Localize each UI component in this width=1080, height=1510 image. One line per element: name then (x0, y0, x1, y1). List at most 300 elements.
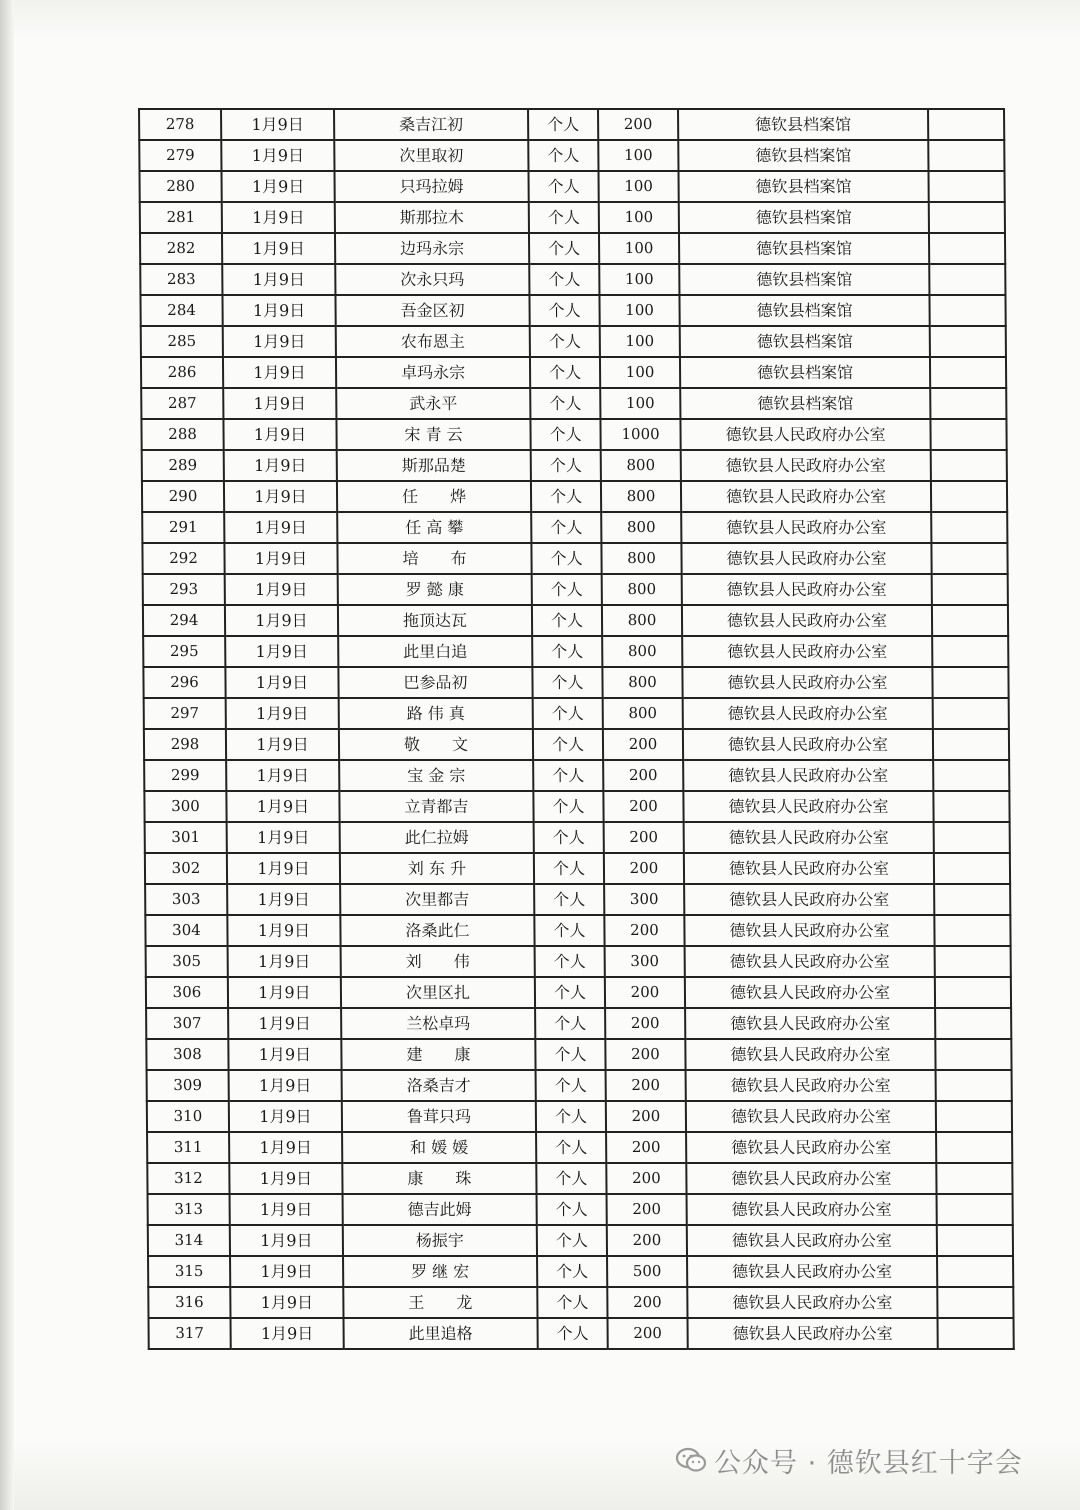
remark-cell (934, 822, 1010, 853)
date-cell: 1月9日 (227, 853, 340, 884)
donor-name-cell: 立青都吉 (339, 791, 533, 822)
row-number-cell: 286 (141, 357, 223, 388)
donor-name-cell: 此里追格 (344, 1318, 538, 1349)
table-row (146, 1039, 1011, 1070)
donor-type-cell: 个人 (532, 636, 602, 667)
organization-cell: 德钦县人民政府办公室 (683, 791, 933, 822)
amount-cell: 100 (599, 233, 679, 264)
organization-cell: 德钦县人民政府办公室 (685, 1008, 935, 1039)
row-number-cell: 295 (143, 636, 225, 667)
table-row (145, 884, 1010, 915)
table-row (141, 419, 1006, 450)
date-cell: 1月9日 (225, 636, 338, 667)
table-row (142, 481, 1007, 512)
amount-cell: 800 (602, 667, 682, 698)
organization-cell: 德钦县人民政府办公室 (683, 698, 933, 729)
donor-name-cell: 吾金区初 (335, 295, 529, 326)
donor-type-cell: 个人 (536, 1070, 606, 1101)
remark-cell (928, 140, 1004, 171)
remark-cell (936, 1070, 1012, 1101)
date-cell: 1月9日 (223, 419, 336, 450)
amount-cell: 200 (606, 1070, 686, 1101)
date-cell: 1月9日 (230, 1287, 343, 1318)
donor-type-cell: 个人 (529, 233, 599, 264)
remark-cell (930, 326, 1006, 357)
date-cell: 1月9日 (230, 1225, 343, 1256)
remark-cell (933, 729, 1009, 760)
remark-cell (936, 1101, 1012, 1132)
amount-cell: 800 (601, 450, 681, 481)
organization-cell: 德钦县档案馆 (679, 233, 929, 264)
donor-name-cell: 康 珠 (342, 1163, 536, 1194)
organization-cell: 德钦县人民政府办公室 (682, 636, 932, 667)
table-row (141, 357, 1006, 388)
table-row (144, 698, 1009, 729)
donor-type-cell: 个人 (535, 1039, 605, 1070)
watermark-text: 公众号 · 德钦县红十字会 (714, 1447, 1023, 1479)
row-number-cell: 303 (145, 884, 227, 915)
amount-cell: 200 (607, 1225, 687, 1256)
remark-cell (935, 946, 1011, 977)
row-number-cell: 309 (147, 1070, 229, 1101)
amount-cell: 800 (601, 543, 681, 574)
donor-name-cell: 刘 东 升 (340, 853, 534, 884)
remark-cell (929, 264, 1005, 295)
table-row (144, 791, 1009, 822)
donor-type-cell: 个人 (528, 109, 598, 140)
donor-name-cell: 次里取初 (334, 140, 528, 171)
date-cell: 1月9日 (228, 977, 341, 1008)
row-number-cell: 288 (141, 419, 223, 450)
organization-cell: 德钦县人民政府办公室 (686, 1070, 936, 1101)
table-row (148, 1194, 1013, 1225)
row-number-cell: 291 (142, 512, 224, 543)
wechat-icon (676, 1447, 706, 1473)
donor-name-cell: 刘 伟 (341, 946, 535, 977)
remark-cell (930, 357, 1006, 388)
amount-cell: 200 (606, 1132, 686, 1163)
amount-cell: 200 (604, 822, 684, 853)
donor-name-cell: 拖顶达瓦 (338, 605, 532, 636)
donor-type-cell: 个人 (534, 822, 604, 853)
remark-cell (933, 760, 1009, 791)
organization-cell: 德钦县档案馆 (678, 109, 928, 140)
remark-cell (938, 1318, 1014, 1349)
donor-name-cell: 任 烨 (337, 481, 531, 512)
amount-cell: 800 (601, 481, 681, 512)
date-cell: 1月9日 (225, 667, 338, 698)
remark-cell (934, 915, 1010, 946)
table-row (139, 109, 1004, 140)
table-row (144, 760, 1009, 791)
date-cell: 1月9日 (224, 481, 337, 512)
row-number-cell: 298 (144, 729, 226, 760)
donor-type-cell: 个人 (528, 171, 598, 202)
organization-cell: 德钦县人民政府办公室 (687, 1194, 937, 1225)
row-number-cell: 314 (148, 1225, 230, 1256)
donor-name-cell: 巴参品初 (338, 667, 532, 698)
remark-cell (935, 977, 1011, 1008)
donor-name-cell: 边玛永宗 (335, 233, 529, 264)
donor-name-cell: 王 龙 (343, 1287, 537, 1318)
amount-cell: 200 (603, 760, 683, 791)
donor-type-cell: 个人 (528, 140, 598, 171)
date-cell: 1月9日 (223, 326, 336, 357)
organization-cell: 德钦县人民政府办公室 (680, 419, 930, 450)
date-cell: 1月9日 (230, 1256, 343, 1287)
organization-cell: 德钦县人民政府办公室 (683, 729, 933, 760)
remark-cell (933, 698, 1009, 729)
remark-cell (935, 1008, 1011, 1039)
donor-type-cell: 个人 (534, 884, 604, 915)
amount-cell: 1000 (600, 419, 680, 450)
organization-cell: 德钦县档案馆 (680, 388, 930, 419)
amount-cell: 200 (607, 1287, 687, 1318)
row-number-cell: 315 (148, 1256, 230, 1287)
organization-cell: 德钦县人民政府办公室 (681, 481, 931, 512)
donor-name-cell: 兰松卓玛 (341, 1008, 535, 1039)
organization-cell: 德钦县人民政府办公室 (686, 1101, 936, 1132)
amount-cell: 200 (608, 1318, 688, 1349)
donor-name-cell: 洛桑吉才 (342, 1070, 536, 1101)
donor-name-cell: 宝 金 宗 (339, 760, 533, 791)
amount-cell: 200 (606, 1101, 686, 1132)
organization-cell: 德钦县人民政府办公室 (684, 915, 934, 946)
donor-type-cell: 个人 (537, 1194, 607, 1225)
row-number-cell: 279 (139, 140, 221, 171)
amount-cell: 100 (598, 140, 678, 171)
amount-cell: 200 (604, 853, 684, 884)
organization-cell: 德钦县人民政府办公室 (684, 853, 934, 884)
donor-name-cell: 斯那品楚 (337, 450, 531, 481)
date-cell: 1月9日 (226, 791, 339, 822)
organization-cell: 德钦县人民政府办公室 (684, 884, 934, 915)
remark-cell (934, 853, 1010, 884)
table-row (143, 667, 1008, 698)
table-row (147, 1070, 1012, 1101)
donor-name-cell: 宋 青 云 (336, 419, 530, 450)
donor-type-cell: 个人 (537, 1225, 607, 1256)
row-number-cell: 312 (147, 1163, 229, 1194)
remark-cell (936, 1163, 1012, 1194)
row-number-cell: 294 (143, 605, 225, 636)
donor-type-cell: 个人 (536, 1101, 606, 1132)
donor-name-cell: 卓玛永宗 (336, 357, 530, 388)
donor-type-cell: 个人 (529, 295, 599, 326)
row-number-cell: 285 (141, 326, 223, 357)
donor-type-cell: 个人 (535, 977, 605, 1008)
date-cell: 1月9日 (223, 357, 336, 388)
row-number-cell: 311 (147, 1132, 229, 1163)
amount-cell: 100 (599, 264, 679, 295)
donor-name-cell: 建 康 (341, 1039, 535, 1070)
donation-table (138, 108, 1015, 1350)
donor-name-cell: 只玛拉姆 (334, 171, 528, 202)
row-number-cell: 300 (144, 791, 226, 822)
row-number-cell: 283 (140, 264, 222, 295)
organization-cell: 德钦县人民政府办公室 (687, 1287, 937, 1318)
table-row (148, 1225, 1013, 1256)
date-cell: 1月9日 (229, 1163, 342, 1194)
donor-name-cell: 鲁茸只玛 (342, 1101, 536, 1132)
date-cell: 1月9日 (229, 1070, 342, 1101)
donor-type-cell: 个人 (532, 574, 602, 605)
organization-cell: 德钦县档案馆 (680, 357, 930, 388)
row-number-cell: 284 (140, 295, 222, 326)
donor-type-cell: 个人 (536, 1132, 606, 1163)
organization-cell: 德钦县人民政府办公室 (687, 1256, 937, 1287)
remark-cell (931, 450, 1007, 481)
donor-name-cell: 和 媛 媛 (342, 1132, 536, 1163)
table-row (147, 1101, 1012, 1132)
amount-cell: 100 (600, 388, 680, 419)
donor-type-cell: 个人 (535, 1008, 605, 1039)
remark-cell (935, 1039, 1011, 1070)
row-number-cell: 289 (142, 450, 224, 481)
remark-cell (933, 791, 1009, 822)
remark-cell (930, 388, 1006, 419)
amount-cell: 100 (599, 202, 679, 233)
amount-cell: 200 (603, 791, 683, 822)
row-number-cell: 305 (146, 946, 228, 977)
donor-type-cell: 个人 (532, 667, 602, 698)
donor-name-cell: 农布恩主 (336, 326, 530, 357)
date-cell: 1月9日 (221, 140, 334, 171)
remark-cell (930, 419, 1006, 450)
date-cell: 1月9日 (231, 1318, 344, 1349)
donor-name-cell: 桑吉江初 (334, 109, 528, 140)
organization-cell: 德钦县人民政府办公室 (682, 574, 932, 605)
donor-type-cell: 个人 (530, 419, 600, 450)
donor-type-cell: 个人 (534, 853, 604, 884)
donor-name-cell: 路 伟 真 (339, 698, 533, 729)
table-row (140, 202, 1005, 233)
row-number-cell: 296 (143, 667, 225, 698)
date-cell: 1月9日 (226, 760, 339, 791)
table-row (142, 450, 1007, 481)
remark-cell (937, 1225, 1013, 1256)
amount-cell: 200 (598, 109, 678, 140)
donor-name-cell: 洛桑此仁 (340, 915, 534, 946)
table-row (147, 1132, 1012, 1163)
donor-type-cell: 个人 (537, 1256, 607, 1287)
date-cell: 1月9日 (226, 729, 339, 760)
row-number-cell: 301 (145, 822, 227, 853)
organization-cell: 德钦县人民政府办公室 (681, 543, 931, 574)
table-row (141, 388, 1006, 419)
donor-type-cell: 个人 (529, 202, 599, 233)
amount-cell: 100 (599, 295, 679, 326)
table-row (142, 512, 1007, 543)
remark-cell (932, 605, 1008, 636)
table-row (142, 543, 1007, 574)
donor-type-cell: 个人 (532, 605, 602, 636)
row-number-cell: 313 (148, 1194, 230, 1225)
date-cell: 1月9日 (221, 109, 334, 140)
table-row (141, 326, 1006, 357)
donor-type-cell: 个人 (535, 946, 605, 977)
amount-cell: 200 (605, 977, 685, 1008)
row-number-cell: 287 (141, 388, 223, 419)
remark-cell (934, 884, 1010, 915)
remark-cell (929, 295, 1005, 326)
date-cell: 1月9日 (224, 450, 337, 481)
donor-type-cell: 个人 (533, 791, 603, 822)
date-cell: 1月9日 (226, 698, 339, 729)
table-row (144, 729, 1009, 760)
wechat-watermark (676, 1440, 1023, 1480)
organization-cell: 德钦县档案馆 (679, 264, 929, 295)
donor-name-cell: 杨振宇 (343, 1225, 537, 1256)
organization-cell: 德钦县档案馆 (678, 140, 928, 171)
donor-type-cell: 个人 (536, 1163, 606, 1194)
donor-name-cell: 德吉此姆 (343, 1194, 537, 1225)
amount-cell: 200 (607, 1194, 687, 1225)
date-cell: 1月9日 (230, 1194, 343, 1225)
organization-cell: 德钦县人民政府办公室 (681, 450, 931, 481)
donor-name-cell: 次里都吉 (340, 884, 534, 915)
organization-cell: 德钦县人民政府办公室 (686, 1132, 936, 1163)
remark-cell (936, 1132, 1012, 1163)
table-row (143, 605, 1008, 636)
donor-type-cell: 个人 (537, 1287, 607, 1318)
remark-cell (932, 636, 1008, 667)
date-cell: 1月9日 (227, 822, 340, 853)
organization-cell: 德钦县人民政府办公室 (683, 760, 933, 791)
organization-cell: 德钦县人民政府办公室 (682, 667, 932, 698)
amount-cell: 800 (603, 698, 683, 729)
donor-type-cell: 个人 (530, 326, 600, 357)
donor-type-cell: 个人 (533, 760, 603, 791)
date-cell: 1月9日 (224, 512, 337, 543)
table-row (148, 1287, 1013, 1318)
table-row (147, 1163, 1012, 1194)
remark-cell (937, 1256, 1013, 1287)
organization-cell: 德钦县人民政府办公室 (682, 605, 932, 636)
row-number-cell: 306 (146, 977, 228, 1008)
date-cell: 1月9日 (228, 946, 341, 977)
organization-cell: 德钦县人民政府办公室 (685, 946, 935, 977)
row-number-cell: 292 (142, 543, 224, 574)
date-cell: 1月9日 (221, 171, 334, 202)
amount-cell: 100 (598, 171, 678, 202)
table-row (143, 574, 1008, 605)
donor-type-cell: 个人 (531, 450, 601, 481)
amount-cell: 800 (602, 605, 682, 636)
row-number-cell: 308 (146, 1039, 228, 1070)
row-number-cell: 281 (140, 202, 222, 233)
donation-table-body (139, 109, 1014, 1349)
remark-cell (937, 1287, 1013, 1318)
amount-cell: 800 (602, 574, 682, 605)
row-number-cell: 316 (148, 1287, 230, 1318)
donor-type-cell: 个人 (534, 915, 604, 946)
row-number-cell: 297 (144, 698, 226, 729)
row-number-cell: 310 (147, 1101, 229, 1132)
amount-cell: 200 (603, 729, 683, 760)
donor-type-cell: 个人 (538, 1318, 608, 1349)
remark-cell (932, 574, 1008, 605)
date-cell: 1月9日 (228, 1039, 341, 1070)
row-number-cell: 304 (145, 915, 227, 946)
row-number-cell: 293 (143, 574, 225, 605)
table-row (140, 233, 1005, 264)
table-row (139, 140, 1004, 171)
amount-cell: 800 (602, 636, 682, 667)
row-number-cell: 280 (139, 171, 221, 202)
donor-name-cell: 培 布 (337, 543, 531, 574)
date-cell: 1月9日 (229, 1132, 342, 1163)
organization-cell: 德钦县人民政府办公室 (685, 1039, 935, 1070)
row-number-cell: 307 (146, 1008, 228, 1039)
amount-cell: 100 (600, 357, 680, 388)
remark-cell (928, 109, 1004, 140)
donor-type-cell: 个人 (530, 357, 600, 388)
donor-name-cell: 罗 懿 康 (338, 574, 532, 605)
remark-cell (932, 667, 1008, 698)
amount-cell: 300 (604, 884, 684, 915)
table-row (140, 264, 1005, 295)
amount-cell: 800 (601, 512, 681, 543)
donor-type-cell: 个人 (533, 729, 603, 760)
amount-cell: 500 (607, 1256, 687, 1287)
table-row (143, 636, 1008, 667)
donor-type-cell: 个人 (533, 698, 603, 729)
date-cell: 1月9日 (224, 543, 337, 574)
date-cell: 1月9日 (223, 388, 336, 419)
page-edge-shadow (0, 0, 14, 1510)
donor-name-cell: 任 高 攀 (337, 512, 531, 543)
date-cell: 1月9日 (222, 264, 335, 295)
table-row (145, 915, 1010, 946)
row-number-cell: 299 (144, 760, 226, 791)
organization-cell: 德钦县人民政府办公室 (686, 1163, 936, 1194)
amount-cell: 200 (605, 1008, 685, 1039)
remark-cell (937, 1194, 1013, 1225)
organization-cell: 德钦县人民政府办公室 (684, 822, 934, 853)
donor-name-cell: 此仁拉姆 (340, 822, 534, 853)
table-row (148, 1256, 1013, 1287)
table-row (149, 1318, 1014, 1349)
table-row (146, 1008, 1011, 1039)
row-number-cell: 282 (140, 233, 222, 264)
table-row (140, 295, 1005, 326)
donor-name-cell: 敬 文 (339, 729, 533, 760)
donor-name-cell: 斯那拉木 (335, 202, 529, 233)
donor-type-cell: 个人 (531, 512, 601, 543)
donor-type-cell: 个人 (531, 543, 601, 574)
organization-cell: 德钦县档案馆 (680, 326, 930, 357)
remark-cell (931, 481, 1007, 512)
donor-name-cell: 次里区扎 (341, 977, 535, 1008)
donation-table-container (138, 108, 1013, 1350)
donor-name-cell: 罗 继 宏 (343, 1256, 537, 1287)
donor-type-cell: 个人 (529, 264, 599, 295)
date-cell: 1月9日 (222, 295, 335, 326)
amount-cell: 200 (604, 915, 684, 946)
donor-name-cell: 此里白追 (338, 636, 532, 667)
amount-cell: 200 (606, 1163, 686, 1194)
remark-cell (929, 202, 1005, 233)
organization-cell: 德钦县人民政府办公室 (688, 1318, 938, 1349)
table-row (139, 171, 1004, 202)
remark-cell (931, 543, 1007, 574)
row-number-cell: 302 (145, 853, 227, 884)
date-cell: 1月9日 (227, 884, 340, 915)
remark-cell (928, 171, 1004, 202)
date-cell: 1月9日 (222, 202, 335, 233)
row-number-cell: 278 (139, 109, 221, 140)
